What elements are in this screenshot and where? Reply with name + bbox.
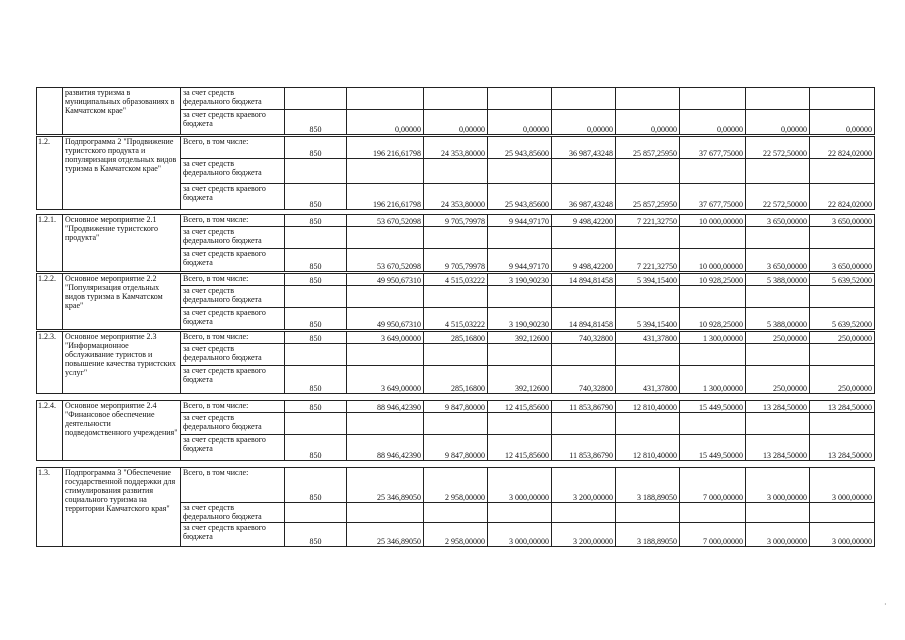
amount-cell: 0,00000: [746, 110, 810, 135]
amount-cell: [616, 413, 680, 435]
separator-cell: [37, 394, 875, 401]
amount-cell: 431,37800: [616, 332, 680, 344]
amount-cell: 3 188,89050: [616, 523, 680, 547]
amount-cell: [810, 344, 875, 366]
amount-cell: 3 000,00000: [488, 468, 552, 503]
amount-cell: 1 300,00000: [680, 366, 746, 394]
amount-cell: [810, 88, 875, 110]
funding-source: за счет средств федерального бюджета: [181, 344, 285, 366]
amount-cell: 285,16800: [424, 332, 488, 344]
item-name: Основное мероприятие 2.2 "Популяризация отдельных видов туризма в Камчатском крае": [63, 274, 181, 330]
amount-cell: 9 498,42200: [552, 249, 616, 272]
amount-cell: 10 000,00000: [680, 215, 746, 227]
item-number: 1.2.2.: [37, 274, 63, 330]
amount-cell: 3 650,00000: [746, 249, 810, 272]
funding-source: Всего, в том числе:: [181, 401, 285, 413]
item-name: Подпрограмма 3 "Обеспечение государственной поддержки для стимулирования развития социального туризма на территории Камчатского края": [63, 468, 181, 547]
amount-cell: 36 987,43248: [552, 184, 616, 210]
amount-cell: 3 190,90230: [488, 274, 552, 286]
amount-cell: [488, 159, 552, 184]
amount-cell: 3 000,00000: [746, 468, 810, 503]
amount-cell: [552, 286, 616, 308]
amount-cell: [552, 159, 616, 184]
amount-cell: 0,00000: [488, 110, 552, 135]
amount-cell: 285,16800: [424, 366, 488, 394]
amount-cell: 0,00000: [680, 110, 746, 135]
amount-cell: [680, 159, 746, 184]
amount-cell: 0,00000: [347, 110, 424, 135]
amount-cell: [746, 503, 810, 523]
funding-source: Всего, в том числе:: [181, 332, 285, 344]
amount-cell: 37 677,75000: [680, 184, 746, 210]
amount-cell: 88 946,42390: [347, 401, 424, 413]
amount-cell: 25 943,85600: [488, 137, 552, 159]
budget-code: 850: [285, 184, 347, 210]
amount-cell: 3 000,00000: [810, 523, 875, 547]
table-row: [37, 332, 875, 344]
amount-cell: 3 650,00000: [810, 249, 875, 272]
budget-code: [285, 344, 347, 366]
amount-cell: 13 284,50000: [746, 401, 810, 413]
amount-cell: [488, 227, 552, 249]
budget-code: 850: [285, 332, 347, 344]
amount-cell: 5 388,00000: [746, 308, 810, 330]
item-name: Подпрограмма 2 "Продвижение туристского продукта и популяризация отдельных видов туризма в Камчатском крае": [63, 137, 181, 210]
amount-cell: [616, 88, 680, 110]
item-number: [37, 88, 63, 135]
budget-code: 850: [285, 137, 347, 159]
budget-code: [285, 413, 347, 435]
amount-cell: 0,00000: [552, 110, 616, 135]
funding-source: за счет средств федерального бюджета: [181, 503, 285, 523]
item-number: 1.2.3.: [37, 332, 63, 394]
amount-cell: [347, 503, 424, 523]
amount-cell: 9 944,97170: [488, 249, 552, 272]
amount-cell: 24 353,80000: [424, 184, 488, 210]
amount-cell: [488, 344, 552, 366]
amount-cell: 14 894,81458: [552, 274, 616, 286]
amount-cell: [552, 413, 616, 435]
amount-cell: 3 000,00000: [488, 523, 552, 547]
amount-cell: 7 000,00000: [680, 468, 746, 503]
amount-cell: 3 649,00000: [347, 332, 424, 344]
amount-cell: [552, 344, 616, 366]
amount-cell: 24 353,80000: [424, 137, 488, 159]
amount-cell: [488, 88, 552, 110]
amount-cell: 13 284,50000: [746, 435, 810, 461]
amount-cell: [680, 88, 746, 110]
amount-cell: 25 346,89050: [347, 523, 424, 547]
item-name: Основное мероприятие 2.3 "Информационное обслуживание туристов и повышение качества туристских услуг": [63, 332, 181, 394]
funding-source: за счет средств краевого бюджета: [181, 308, 285, 330]
amount-cell: [746, 344, 810, 366]
amount-cell: [552, 88, 616, 110]
funding-source: за счет средств федерального бюджета: [181, 159, 285, 184]
amount-cell: 3 188,89050: [616, 468, 680, 503]
funding-source: за счет средств федерального бюджета: [181, 88, 285, 110]
amount-cell: 53 670,52098: [347, 215, 424, 227]
funding-source: Всего, в том числе:: [181, 137, 285, 159]
amount-cell: 11 853,86790: [552, 435, 616, 461]
page-mark: ·: [884, 600, 887, 609]
amount-cell: 7 221,32750: [616, 249, 680, 272]
amount-cell: [552, 227, 616, 249]
amount-cell: 5 394,15400: [616, 308, 680, 330]
budget-code: 850: [285, 308, 347, 330]
amount-cell: 49 950,67310: [347, 308, 424, 330]
amount-cell: 3 190,90230: [488, 308, 552, 330]
budget-code: 850: [285, 401, 347, 413]
row-separator: [37, 461, 875, 468]
table-row: [37, 274, 875, 286]
amount-cell: 392,12600: [488, 366, 552, 394]
item-name: Основное мероприятие 2.1 "Продвижение туристского продукта": [63, 215, 181, 272]
amount-cell: 10 000,00000: [680, 249, 746, 272]
budget-code: [285, 286, 347, 308]
amount-cell: [810, 227, 875, 249]
item-number: 1.3.: [37, 468, 63, 547]
amount-cell: [746, 286, 810, 308]
amount-cell: 12 810,40000: [616, 401, 680, 413]
budget-code: 850: [285, 366, 347, 394]
amount-cell: 250,00000: [810, 366, 875, 394]
amount-cell: 11 853,86790: [552, 401, 616, 413]
amount-cell: [424, 344, 488, 366]
amount-cell: 3 649,00000: [347, 366, 424, 394]
amount-cell: [488, 503, 552, 523]
amount-cell: [746, 413, 810, 435]
amount-cell: 3 000,00000: [746, 523, 810, 547]
amount-cell: 14 894,81458: [552, 308, 616, 330]
funding-source: Всего, в том числе:: [181, 274, 285, 286]
amount-cell: 49 950,67310: [347, 274, 424, 286]
amount-cell: 3 200,00000: [552, 523, 616, 547]
amount-cell: 22 572,50000: [746, 137, 810, 159]
amount-cell: [347, 413, 424, 435]
amount-cell: [424, 227, 488, 249]
table-row: [37, 88, 875, 110]
budget-code: [285, 159, 347, 184]
amount-cell: 7 221,32750: [616, 215, 680, 227]
amount-cell: 5 639,52000: [810, 274, 875, 286]
amount-cell: [616, 159, 680, 184]
amount-cell: 22 824,02000: [810, 184, 875, 210]
amount-cell: 12 415,85600: [488, 401, 552, 413]
amount-cell: 4 515,03222: [424, 274, 488, 286]
amount-cell: 9 705,79978: [424, 215, 488, 227]
amount-cell: [746, 227, 810, 249]
amount-cell: 0,00000: [810, 110, 875, 135]
amount-cell: 196 216,61798: [347, 184, 424, 210]
amount-cell: 740,32800: [552, 332, 616, 344]
amount-cell: [680, 286, 746, 308]
table-row: [37, 137, 875, 159]
budget-code: [285, 227, 347, 249]
amount-cell: 2 958,00000: [424, 523, 488, 547]
amount-cell: [488, 413, 552, 435]
amount-cell: 9 944,97170: [488, 215, 552, 227]
amount-cell: 250,00000: [746, 366, 810, 394]
amount-cell: [347, 344, 424, 366]
amount-cell: [616, 344, 680, 366]
budget-table-page: [36, 87, 872, 547]
amount-cell: 9 847,80000: [424, 401, 488, 413]
amount-cell: 3 650,00000: [810, 215, 875, 227]
amount-cell: 13 284,50000: [810, 401, 875, 413]
funding-source: за счет средств федерального бюджета: [181, 227, 285, 249]
amount-cell: 0,00000: [616, 110, 680, 135]
amount-cell: 5 388,00000: [746, 274, 810, 286]
amount-cell: 9 705,79978: [424, 249, 488, 272]
amount-cell: 15 449,50000: [680, 435, 746, 461]
item-name: Основное мероприятие 2.4 "Финансовое обеспечение деятельности подведомственного учреждения": [63, 401, 181, 461]
budget-code: 850: [285, 435, 347, 461]
amount-cell: 12 810,40000: [616, 435, 680, 461]
amount-cell: 392,12600: [488, 332, 552, 344]
amount-cell: 250,00000: [810, 332, 875, 344]
separator-cell: [37, 461, 875, 468]
table-row: [37, 401, 875, 413]
amount-cell: 22 824,02000: [810, 137, 875, 159]
amount-cell: 37 677,75000: [680, 137, 746, 159]
budget-code: 850: [285, 110, 347, 135]
amount-cell: [616, 227, 680, 249]
amount-cell: 53 670,52098: [347, 249, 424, 272]
table-row: [37, 215, 875, 227]
funding-source: за счет средств краевого бюджета: [181, 366, 285, 394]
amount-cell: 0,00000: [424, 110, 488, 135]
amount-cell: 5 394,15400: [616, 274, 680, 286]
amount-cell: [424, 159, 488, 184]
row-separator: [37, 394, 875, 401]
funding-source: за счет средств федерального бюджета: [181, 286, 285, 308]
amount-cell: [810, 413, 875, 435]
amount-cell: [680, 413, 746, 435]
amount-cell: [347, 159, 424, 184]
amount-cell: [424, 88, 488, 110]
amount-cell: 3 200,00000: [552, 468, 616, 503]
amount-cell: 25 943,85600: [488, 184, 552, 210]
amount-cell: [616, 286, 680, 308]
amount-cell: [680, 227, 746, 249]
funding-source: Всего, в том числе:: [181, 215, 285, 227]
funding-source: за счет средств краевого бюджета: [181, 110, 285, 135]
amount-cell: 7 000,00000: [680, 523, 746, 547]
funding-source: за счет средств краевого бюджета: [181, 523, 285, 547]
budget-code: 850: [285, 249, 347, 272]
amount-cell: [552, 503, 616, 523]
amount-cell: [424, 503, 488, 523]
amount-cell: 4 515,03222: [424, 308, 488, 330]
amount-cell: 9 847,80000: [424, 435, 488, 461]
item-number: 1.2.: [37, 137, 63, 210]
amount-cell: 10 928,25000: [680, 274, 746, 286]
item-number: 1.2.4.: [37, 401, 63, 461]
amount-cell: 9 498,42200: [552, 215, 616, 227]
amount-cell: 2 958,00000: [424, 468, 488, 503]
amount-cell: 3 000,00000: [810, 468, 875, 503]
amount-cell: 5 639,52000: [810, 308, 875, 330]
amount-cell: [810, 503, 875, 523]
amount-cell: [488, 286, 552, 308]
amount-cell: 13 284,50000: [810, 435, 875, 461]
amount-cell: 25 857,25950: [616, 137, 680, 159]
amount-cell: 3 650,00000: [746, 215, 810, 227]
funding-source: за счет средств краевого бюджета: [181, 249, 285, 272]
amount-cell: [347, 88, 424, 110]
amount-cell: [680, 344, 746, 366]
amount-cell: [616, 503, 680, 523]
budget-code: 850: [285, 468, 347, 503]
funding-source: за счет средств федерального бюджета: [181, 413, 285, 435]
budget-table: [36, 87, 875, 547]
amount-cell: 25 857,25950: [616, 184, 680, 210]
amount-cell: [347, 286, 424, 308]
amount-cell: 740,32800: [552, 366, 616, 394]
item-number: 1.2.1.: [37, 215, 63, 272]
amount-cell: [746, 88, 810, 110]
budget-code: 850: [285, 274, 347, 286]
budget-code: [285, 503, 347, 523]
amount-cell: 250,00000: [746, 332, 810, 344]
amount-cell: [810, 286, 875, 308]
funding-source: Всего, в том числе:: [181, 468, 285, 503]
amount-cell: [746, 159, 810, 184]
table-row: [37, 468, 875, 503]
budget-code: [285, 88, 347, 110]
amount-cell: 25 346,89050: [347, 468, 424, 503]
amount-cell: 36 987,43248: [552, 137, 616, 159]
amount-cell: 15 449,50000: [680, 401, 746, 413]
item-name: развития туризма в муниципальных образованиях в Камчатском крае": [63, 88, 181, 135]
budget-table-body: [37, 88, 875, 547]
amount-cell: 88 946,42390: [347, 435, 424, 461]
funding-source: за счет средств краевого бюджета: [181, 184, 285, 210]
amount-cell: [424, 413, 488, 435]
budget-code: 850: [285, 215, 347, 227]
amount-cell: 10 928,25000: [680, 308, 746, 330]
amount-cell: [347, 227, 424, 249]
amount-cell: 431,37800: [616, 366, 680, 394]
amount-cell: 196 216,61798: [347, 137, 424, 159]
amount-cell: 12 415,85600: [488, 435, 552, 461]
budget-code: 850: [285, 523, 347, 547]
amount-cell: 1 300,00000: [680, 332, 746, 344]
funding-source: за счет средств краевого бюджета: [181, 435, 285, 461]
amount-cell: 22 572,50000: [746, 184, 810, 210]
amount-cell: [680, 503, 746, 523]
amount-cell: [424, 286, 488, 308]
amount-cell: [810, 159, 875, 184]
